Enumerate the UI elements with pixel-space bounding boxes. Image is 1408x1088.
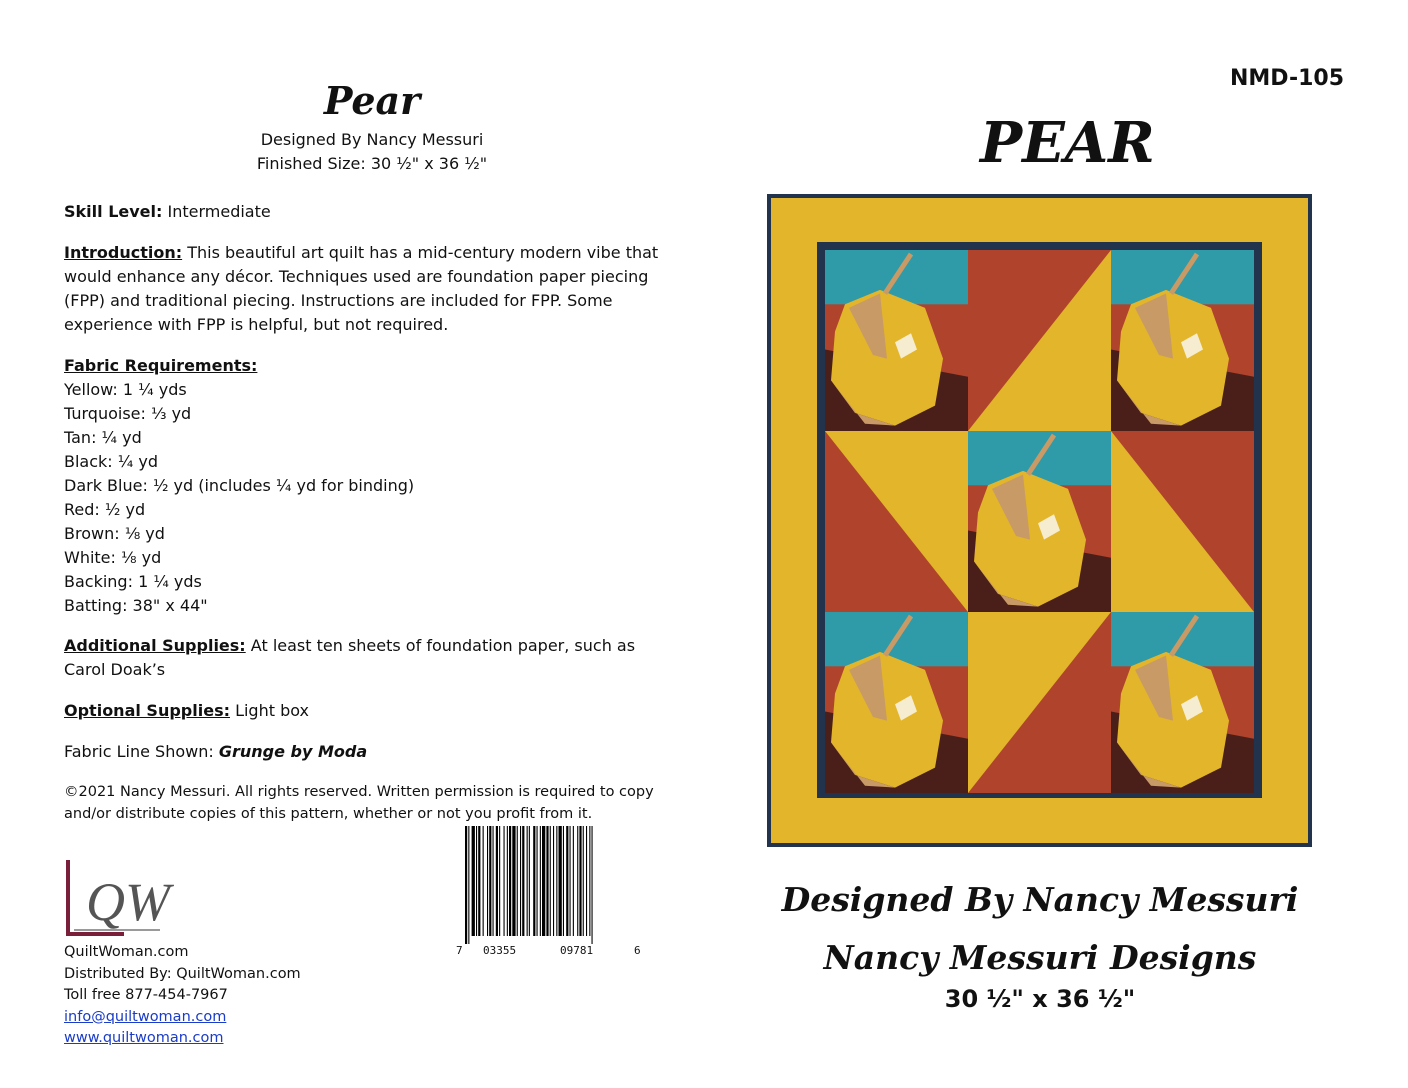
barcode-bar <box>483 826 484 936</box>
barcode-bar <box>583 826 584 936</box>
barcode-bar <box>570 826 571 936</box>
pear-quilt-illustration <box>767 194 1312 847</box>
left-designer: Designed By Nancy Messuri <box>260 130 484 149</box>
website-link[interactable]: www.quiltwoman.com <box>64 1030 224 1046</box>
barcode <box>465 826 643 944</box>
barcode-bar <box>468 826 469 944</box>
barcode-bar <box>577 826 578 936</box>
pattern-code: NMD-105 <box>1229 66 1344 91</box>
left-finished-size: Finished Size: 30 ½" x 36 ½" <box>256 154 488 173</box>
intro-text: This beautiful art quilt has a mid-century modern vibe that would enhance any décor. Techniques used are foundation paper piecing (FPP) and traditional piecing. Instructions are included for FPP. Some experience with FPP is helpful, but not required. <box>64 243 659 334</box>
barcode-bar <box>472 826 475 936</box>
cover-size: 30 ½" x 36 ½" <box>944 985 1136 1013</box>
distributed-by: Distributed By: QuiltWoman.com <box>64 965 301 982</box>
skill-level <box>64 200 674 224</box>
fabric-item: Red: ½ yd <box>64 500 146 519</box>
optional-supplies <box>64 699 674 723</box>
barcode-bar <box>537 826 538 936</box>
barcode-bar <box>592 826 593 944</box>
introduction <box>64 241 674 337</box>
barcode-bar <box>507 826 508 936</box>
additional-text: At least ten sheets of foundation paper, such as Carol Doak’s <box>64 636 636 679</box>
fabric-requirements <box>64 354 414 618</box>
cover-title: PEAR <box>980 110 1155 176</box>
barcode-bar <box>556 826 557 936</box>
additional-supplies <box>64 634 674 682</box>
optional-text: Light box <box>229 701 310 720</box>
fabric-item: White: ⅛ yd <box>64 548 162 567</box>
fabric-item: Brown: ⅛ yd <box>64 524 165 543</box>
fabric-line-value: Grunge by Moda <box>218 742 368 761</box>
barcode-icon <box>465 826 643 944</box>
phone: Toll free 877-454-7967 <box>64 987 228 1003</box>
barcode-bar <box>476 826 477 936</box>
qw-logo-icon <box>64 858 194 938</box>
fabric-item: Backing: 1 ¼ yds <box>64 572 202 591</box>
barcode-bar <box>546 826 548 936</box>
barcode-bar <box>586 826 587 936</box>
left-title: Pear <box>323 78 421 123</box>
barcode-bar <box>527 826 528 936</box>
barcode-bar <box>559 826 562 936</box>
barcode-bar <box>533 826 535 936</box>
barcode-bar <box>496 826 498 936</box>
barcode-bar <box>573 826 574 936</box>
copyright-notice: ©2021 Nancy Messuri. All rights reserved. Written permission is required to copy and/or distribute copies of this pattern, whether or not you profit from it. <box>64 784 654 822</box>
barcode-bar <box>520 826 521 936</box>
cover-company: Nancy Messuri Designs <box>823 938 1257 977</box>
fabric-item: Batting: 38" x 44" <box>64 596 208 615</box>
barcode-bar <box>493 826 494 936</box>
fabric-line <box>64 740 674 764</box>
qw-logo-text: QW <box>86 872 170 932</box>
barcode-bar <box>529 826 530 936</box>
optional-label: Optional Supplies: <box>64 701 230 720</box>
fabric-item: Turquoise: ⅓ yd <box>64 404 192 423</box>
barcode-bar <box>522 826 524 936</box>
barcode-bar <box>512 826 515 936</box>
fabric-line-label: Fabric Line Shown: <box>64 742 219 761</box>
fabric-item: Yellow: 1 ¼ yds <box>64 380 187 399</box>
barcode-bar <box>589 826 590 936</box>
skill-value: Intermediate <box>162 202 271 221</box>
quilt-image <box>767 194 1312 847</box>
barcode-bar <box>553 826 554 936</box>
barcode-bar <box>517 826 518 936</box>
barcode-bar <box>487 826 488 936</box>
barcode-bar <box>489 826 491 936</box>
fabric-item: Black: ¼ yd <box>64 452 158 471</box>
barcode-bar <box>579 826 581 936</box>
barcode-bar <box>478 826 480 936</box>
barcode-digit-1: 7 <box>456 944 463 957</box>
barcode-bar <box>499 826 500 936</box>
additional-label: Additional Supplies: <box>64 636 246 655</box>
email-link[interactable]: info@quiltwoman.com <box>64 1008 227 1025</box>
fabric-item: Dark Blue: ½ yd (includes ¼ yd for binding) <box>64 476 415 495</box>
contact-block <box>64 942 301 1050</box>
barcode-bar <box>540 826 541 936</box>
barcode-digits-2: 03355 <box>483 944 517 957</box>
fabric-item: Tan: ¼ yd <box>64 428 142 447</box>
barcode-bar <box>563 826 564 936</box>
barcode-bar <box>566 826 568 936</box>
barcode-digit-4: 6 <box>634 944 641 957</box>
barcode-bar <box>550 826 551 936</box>
quiltwoman-logo <box>64 858 194 938</box>
fabric-label: Fabric Requirements: <box>64 356 258 375</box>
barcode-bar <box>504 826 505 936</box>
quiltwoman-site: QuiltWoman.com <box>64 944 189 960</box>
skill-label: Skill Level: <box>64 202 163 221</box>
cover-designer: Designed By Nancy Messuri <box>781 880 1299 919</box>
barcode-bar <box>465 826 467 944</box>
barcode-digits-3: 09781 <box>560 944 594 957</box>
intro-label: Introduction: <box>64 243 183 262</box>
barcode-bar <box>509 826 511 936</box>
barcode-bar <box>542 826 545 936</box>
